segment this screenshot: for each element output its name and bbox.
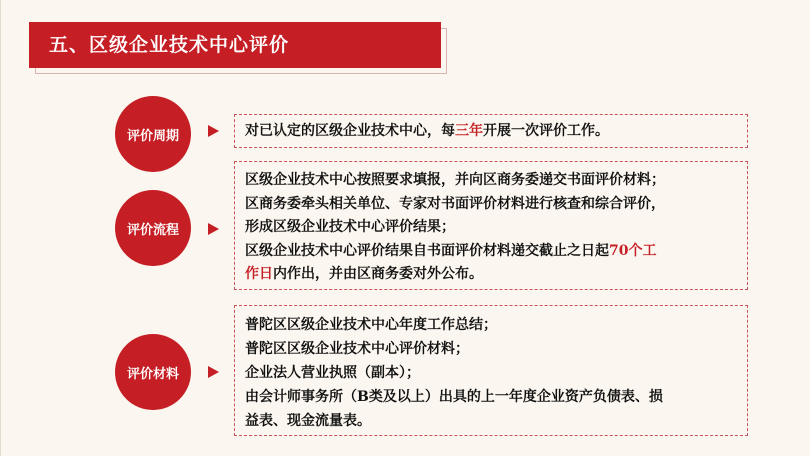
circle-label-process: 评价流程 [115, 190, 191, 266]
text-line [245, 120, 747, 140]
text-line [245, 240, 747, 264]
text-line [245, 216, 747, 240]
highlight-text: 三年 [455, 123, 483, 139]
page-title: 五、区级企业技术中心评价 [49, 34, 290, 56]
circle-label-cycle: 评价周期 [115, 96, 191, 172]
text-segment: 普陀区区级企业技术中心年度工作总结； [245, 317, 497, 333]
section-box-materials [234, 305, 748, 436]
triangle-right-icon [208, 125, 219, 137]
triangle-right-icon [208, 366, 219, 378]
text-line [245, 169, 747, 193]
triangle-right-icon [208, 223, 219, 235]
text-segment: 企业法人营业执照（副本）； [245, 365, 420, 381]
circle-label-materials: 评价材料 [115, 334, 191, 410]
text-segment: 区商务委牵头相关单位、专家对书面评价材料进行核查和综合评价， [245, 195, 665, 212]
text-segment: 内作出，并由区商务委对外公布。 [273, 266, 483, 282]
text-segment: 普陀区区级企业技术中心评价材料； [245, 341, 469, 357]
text-line [245, 263, 747, 287]
text-line [245, 409, 747, 433]
text-line [245, 385, 747, 409]
text-segment: 由会计师事务所（B类及以上）出具的上一年度企业资产负债表、损 [245, 389, 663, 405]
highlight-text: 作日 [245, 266, 273, 282]
text-line [245, 337, 747, 361]
text-segment: 开展一次评价工作。 [483, 123, 609, 139]
section-box-cycle [234, 114, 748, 148]
section-box-process [234, 161, 748, 290]
text-segment: 区级企业技术中心评价结果自书面评价材料递交截止之日起 [245, 242, 609, 259]
text-segment: 区级企业技术中心按照要求填报，并向区商务委递交书面评价材料； [245, 172, 665, 188]
text-line [245, 361, 747, 385]
text-segment: 对已认定的区级企业技术中心，每 [245, 123, 455, 139]
text-line [245, 313, 747, 337]
highlight-text: 70个工 [609, 242, 657, 259]
text-segment: 形成区级企业技术中心评价结果； [245, 219, 455, 235]
text-segment: 益表、现金流量表。 [245, 413, 371, 429]
text-line [245, 193, 747, 217]
